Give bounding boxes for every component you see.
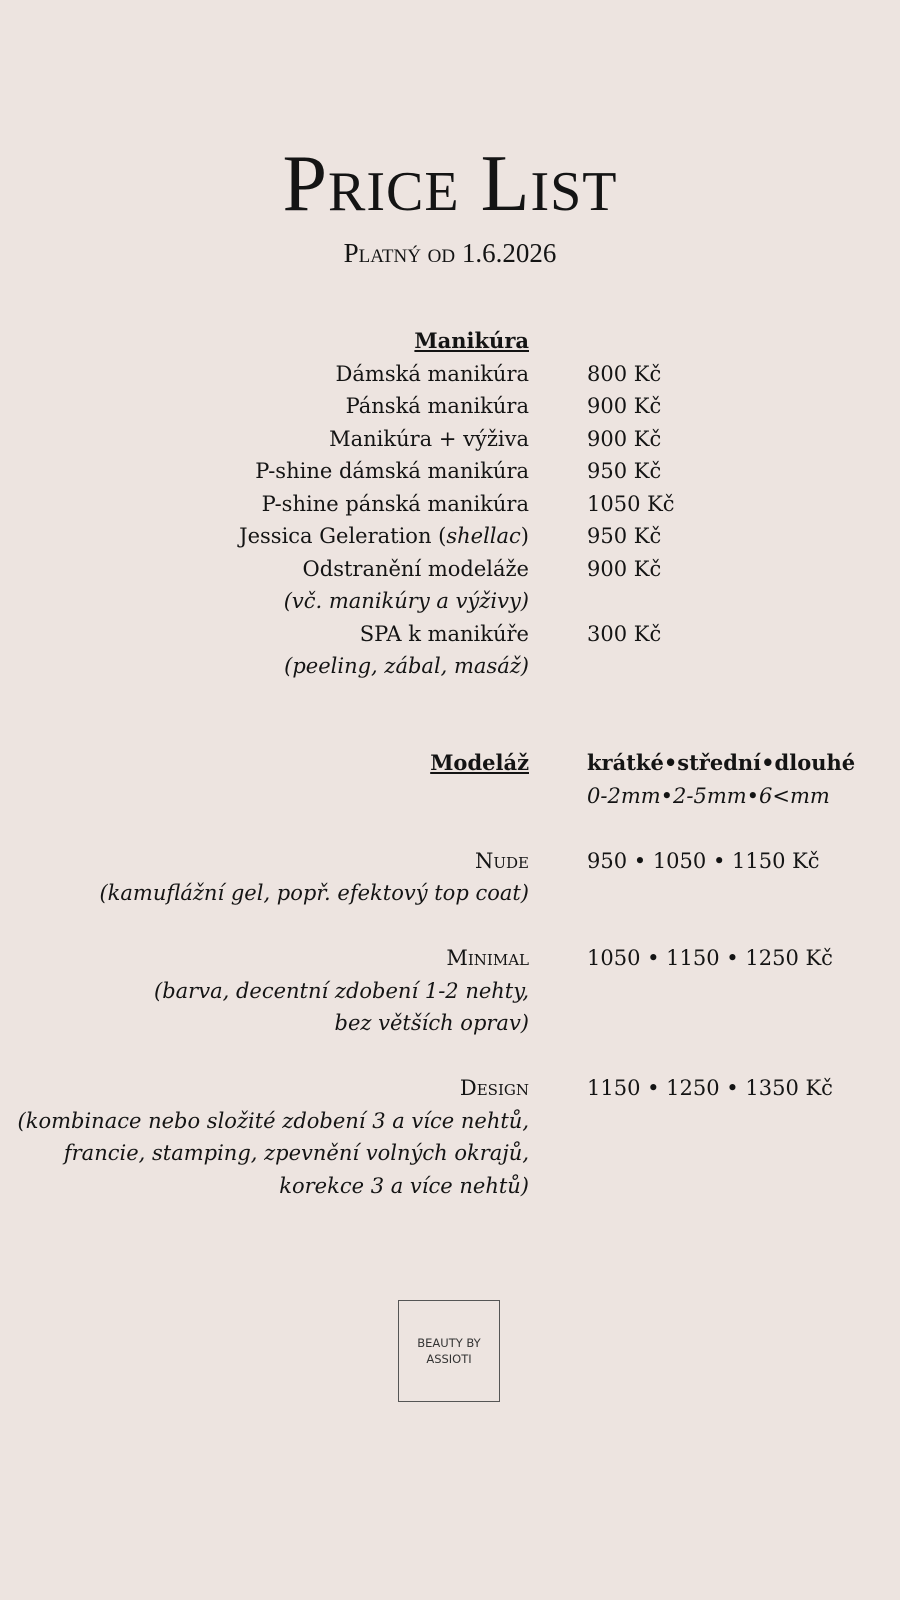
note-row (0, 975, 900, 1008)
service-label: Pánská manikúra (345, 394, 529, 418)
service-note: (vč. manikúry a výživy) (283, 589, 529, 613)
style-note: korekce 3 a více nehtů) (279, 1173, 529, 1198)
modelaz-heading: Modeláž (430, 750, 529, 775)
page-title: Price List (282, 140, 618, 228)
price-row (0, 618, 900, 651)
style-note: francie, stamping, zpevnění volných okrajů, (63, 1141, 529, 1165)
note-row (0, 877, 900, 910)
modelaz-section (0, 747, 900, 1202)
service-label: SPA k manikúře (359, 621, 529, 646)
service-label-end: ) (520, 524, 529, 548)
style-note: (barva, decentní zdobení 1-2 nehty, (154, 978, 529, 1003)
style-prices: 950 • 1050 • 1150 Kč (587, 848, 820, 873)
price-row (0, 553, 900, 586)
service-price: 900 Kč (587, 394, 662, 418)
style-prices: 1150 • 1250 • 1350 Kč (587, 1076, 833, 1100)
service-label-main: Jessica Geleration ( (239, 524, 447, 548)
service-label: P-shine pánská manikúra (261, 491, 529, 516)
section-heading-row (0, 747, 900, 780)
style-prices: 1050 • 1150 • 1250 Kč (587, 946, 833, 970)
note-row (0, 585, 900, 618)
lengths-header: krátké•střední•dlouhé (587, 750, 856, 775)
price-row (0, 488, 900, 521)
service-label-italic: shellac (446, 524, 521, 548)
service-note: (peeling, zábal, masáž) (284, 654, 529, 678)
service-price: 300 Kč (587, 621, 662, 646)
price-row (0, 520, 900, 553)
style-name: Minimal (446, 946, 529, 970)
price-row (0, 455, 900, 488)
logo-line: BEAUTY BY (417, 1336, 481, 1350)
service-label (239, 520, 529, 553)
note-row (0, 650, 900, 683)
style-note: (kombinace nebo složité zdobení 3 a více nehtů, (17, 1108, 529, 1133)
brand-logo (398, 1300, 500, 1402)
note-row (0, 1137, 900, 1170)
price-row (0, 845, 900, 878)
valid-from-subtitle: Platný od 1.6.2026 (343, 238, 557, 268)
service-price: 800 Kč (587, 361, 662, 386)
price-row (0, 1072, 900, 1105)
service-label: Manikúra + výživa (329, 426, 529, 451)
service-label: Odstranění modeláže (302, 556, 529, 581)
style-note: bez větších oprav) (334, 1011, 529, 1035)
section-heading-row (0, 325, 900, 358)
price-row (0, 390, 900, 423)
sizes-row (0, 780, 900, 813)
service-price: 950 Kč (587, 459, 662, 483)
service-price: 1050 Kč (587, 491, 675, 516)
note-row (0, 1007, 900, 1040)
style-name: Design (459, 1076, 529, 1100)
style-name: Nude (475, 848, 529, 873)
price-row (0, 358, 900, 391)
service-price: 950 Kč (587, 524, 662, 548)
service-price: 900 Kč (587, 426, 662, 451)
service-price: 900 Kč (587, 556, 662, 581)
service-label: P-shine dámská manikúra (255, 459, 529, 483)
note-row (0, 1105, 900, 1138)
service-label: Dámská manikúra (335, 361, 529, 386)
style-note: (kamuflážní gel, popř. efektový top coat) (99, 881, 529, 905)
logo-line: ASSIOTI (426, 1352, 472, 1366)
manikura-heading: Manikúra (414, 328, 529, 353)
price-row (0, 423, 900, 456)
sizes-header: 0-2mm•2-5mm•6<mm (587, 783, 830, 808)
note-row (0, 1170, 900, 1203)
price-row (0, 942, 900, 975)
manikura-section (0, 325, 900, 683)
